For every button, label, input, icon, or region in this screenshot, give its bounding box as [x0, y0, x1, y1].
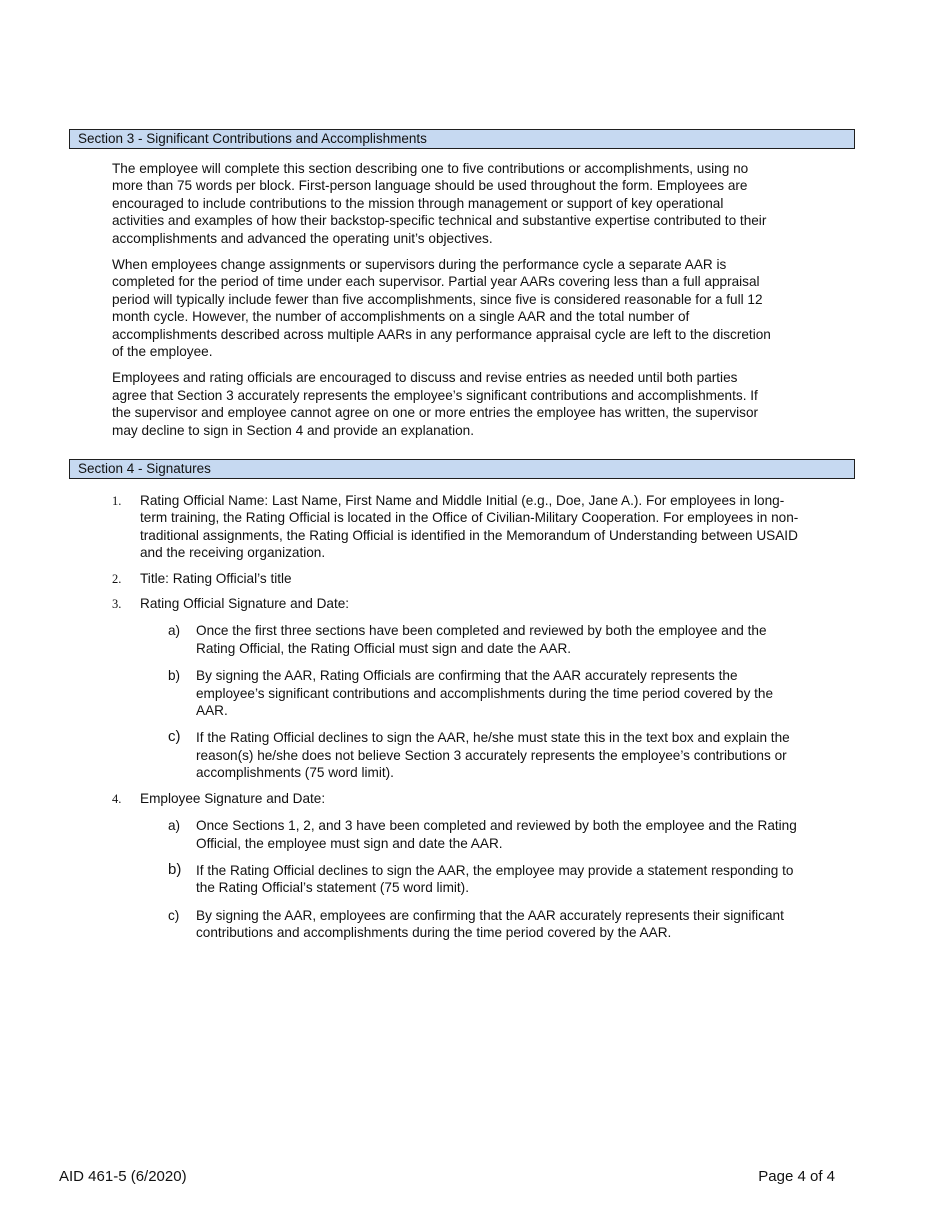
sub-item: [168, 667, 802, 719]
form-id: AID 461-5 (6/2020): [59, 1168, 187, 1185]
sub-item-text: Once Sections 1, 2, and 3 have been completed and reviewed by both the employee and the Rating Official, the employee must sign and date the AAR.: [196, 818, 797, 851]
sub-item-letter: b): [168, 860, 182, 878]
list-item: [112, 492, 802, 562]
sub-item-text: By signing the AAR, employees are confirming that the AAR accurately represents their significant contributions and accomplishments during the time period covered by the AAR.: [196, 907, 784, 941]
item-text: Rating Official Name: Last Name, First Name and Middle Initial (e.g., Doe, Jane A.). For employees in long- term training, the Rating Official is located in the Office of Civilian-Military Cooperation. For employees in non- traditional assignments, the Rating Official is identified in the Memorandum of Understanding between USAID and the receiving organization.: [140, 493, 799, 561]
section-3-paragraph: When employees change assignments or supervisors during the performance cycle a separate AAR is completed for the period of time under each supervisor. Partial year AARs covering less than a full appraisal period will typically include fewer than five accomplishments, since five is considered reasonable for a full 12 month cycle. However, the number of accomplishments on a single AAR and the total number of accomplishments described across multiple AARs in any performance appraisal cycle are left to the discretion of the employee.: [112, 257, 771, 360]
item-text: Rating Official Signature and Date:: [140, 596, 350, 612]
sub-item: [168, 907, 802, 942]
sub-item-letter: a): [168, 623, 181, 639]
sub-item-text: If the Rating Official declines to sign the AAR, the employee may provide a statement responding to the Rating Official’s statement (75 word limit).: [196, 862, 794, 896]
section-3-body: [112, 160, 772, 448]
sub-item-text: If the Rating Official declines to sign the AAR, he/she must state this in the text box and explain the reason(s) he/she does not believe Section 3 accurately represents the employee’s contributions or accomplishments (75 word limit).: [196, 730, 790, 781]
sub-item-letter: b): [168, 668, 181, 684]
sub-item-letter: a): [168, 818, 181, 834]
section-4-list: [112, 492, 802, 950]
item-number: 2.: [112, 571, 122, 586]
item-number: 3.: [112, 597, 122, 612]
sub-item: [168, 862, 802, 897]
section-4-header: Section 4 - Signatures: [69, 459, 855, 479]
sub-item-text: Once the first three sections have been completed and reviewed by both the employee and the Rating Official, the Rating Official must sign and date the AAR.: [196, 623, 767, 656]
sub-item: [168, 729, 802, 781]
section-3-paragraph: Employees and rating officials are encouraged to discuss and revise entries as needed until both parties agree that Section 3 accurately represents the employee’s significant contributions and accomplishments. If the supervisor and employee cannot agree on one or more entries the employee has written, the supervisor may decline to sign in Section 4 and provide an explanation.: [112, 370, 759, 438]
sub-item-text: By signing the AAR, Rating Officials are confirming that the AAR accurately represents the employee’s significant contributions and accomplishments during the time period covered by the AAR.: [196, 668, 774, 719]
section-3-header: Section 3 - Significant Contributions and Accomplishments: [69, 129, 855, 149]
section-3-paragraph: The employee will complete this section describing one to five contributions or accomplishments, using no more than 75 words per block. First-person language should be used throughout the form. Employees are encouraged to include contributions to the mission through management or support of key operational activities and examples of how their backstop-specific technical and substantive expertise contributed to their accomplishments and advanced the operating unit’s objectives.: [112, 161, 767, 246]
item-text: Title: Rating Official’s title: [140, 570, 292, 586]
sub-item-letter: c): [168, 728, 181, 746]
list-item: [112, 790, 802, 942]
page-number: Page 4 of 4: [758, 1168, 835, 1185]
sub-item: [168, 622, 802, 657]
sub-item: [168, 817, 802, 852]
sub-item-letter: c): [168, 907, 180, 923]
item-text: Employee Signature and Date:: [140, 790, 326, 806]
list-item: [112, 570, 802, 587]
item-number: 1.: [112, 494, 122, 508]
item-number: 4.: [112, 791, 122, 806]
list-item: [112, 595, 802, 782]
